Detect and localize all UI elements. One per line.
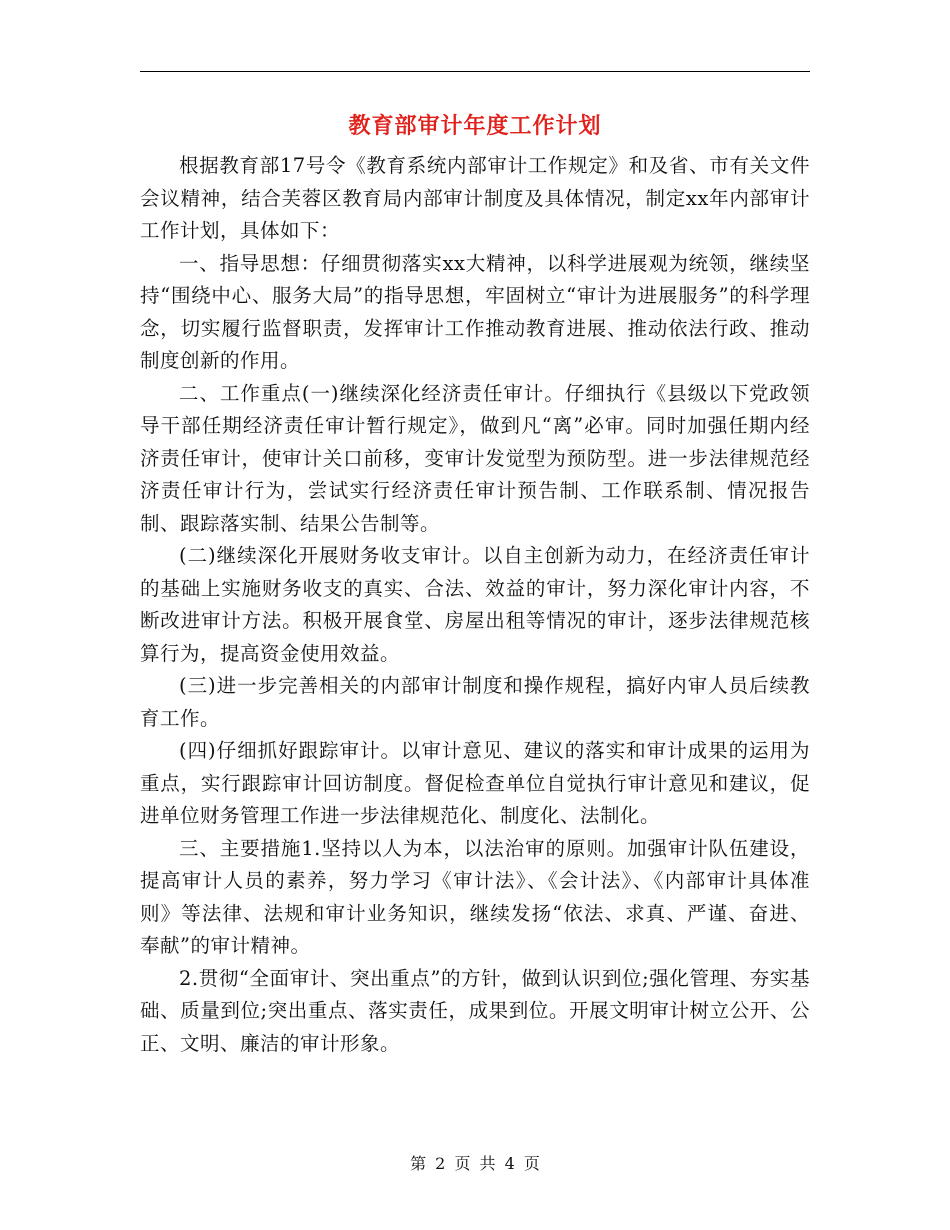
document-title: 教育部审计年度工作计划 bbox=[348, 113, 602, 139]
page-footer: 第 2 页 共 4 页 bbox=[410, 1154, 540, 1173]
paragraph-measures-1: 三、主要措施1.坚持以人为本，以法治审的原则。加强审计队伍建设，提高审计人员的素养，努力学习《审计法》、《会计法》、《内部审计具体准则》等法律、法规和审计业务知识，继续发扬“依法、求真、严谨、奋进、奉献”的审计精神。 bbox=[140, 836, 810, 957]
paragraph-work-focus-1: 二、工作重点(一)继续深化经济责任审计。仔细执行《县级以下党政领导干部任期经济责任审计暂行规定》，做到凡“离”必审。同时加强任期内经济责任审计，使审计关口前移，变审计发觉型为预防型。进一步法律规范经济责任审计行为，尝试实行经济责任审计预告制、工作联系制、情况报告制、跟踪落实制、结果公告制等。 bbox=[140, 381, 810, 535]
paragraph-measures-2: 2.贯彻“全面审计、突出重点”的方针，做到认识到位;强化管理、夯实基础、质量到位;突出重点、落实责任，成果到位。开展文明审计树立公开、公正、文明、廉洁的审计形象。 bbox=[140, 966, 810, 1055]
paragraph-work-focus-4: (四)仔细抓好跟踪审计。以审计意见、建议的落实和审计成果的运用为重点，实行跟踪审计回访制度。督促检查单位自觉执行审计意见和建议，促进单位财务管理工作进一步法律规范化、制度化、法制化。 bbox=[140, 739, 810, 827]
header-rule bbox=[140, 71, 810, 72]
paragraph-intro: 根据教育部17号令《教育系统内部审计工作规定》和及省、市有关文件会议精神，结合芙蓉区教育局内部审计制度及具体情况，制定xx年内部审计工作计划，具体如下： bbox=[140, 154, 810, 242]
paragraph-guiding-thought: 一、指导思想：仔细贯彻落实xx大精神，以科学进展观为统领，继续坚持“围绕中心、服务大局”的指导思想，牢固树立“审计为进展服务”的科学理念，切实履行监督职责，发挥审计工作推动教育进展、推动依法行政、推动制度创新的作用。 bbox=[140, 251, 810, 372]
paragraph-work-focus-3: (三)进一步完善相关的内部审计制度和操作规程，搞好内审人员后续教育工作。 bbox=[140, 674, 810, 730]
document-body bbox=[140, 150, 810, 1060]
paragraph-work-focus-2: (二)继续深化开展财务收支审计。以自主创新为动力，在经济责任审计的基础上实施财务收支的真实、合法、效益的审计，努力深化审计内容，不断改进审计方法。积极开展食堂、房屋出租等情况的审计，逐步法律规范核算行为，提高资金使用效益。 bbox=[140, 544, 810, 665]
